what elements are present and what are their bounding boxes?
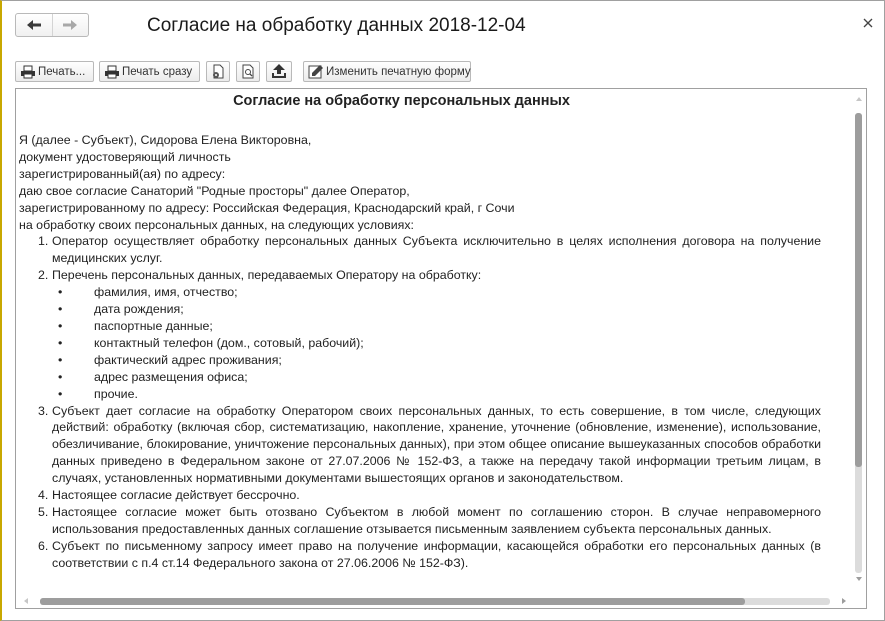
bullet-text: контактный телефон (дом., сотовый, рабочий); <box>94 335 364 350</box>
pencil-icon <box>308 64 324 79</box>
back-button[interactable] <box>16 14 52 36</box>
scroll-right-arrow-icon[interactable] <box>842 598 846 604</box>
clause-text: Оператор осуществляет обработку персональных данных Субъекта исключительно в целях исполнения договора на получение медицинских услуг. <box>52 234 821 266</box>
scroll-up-arrow-icon[interactable] <box>856 97 862 101</box>
clause-item <box>38 504 821 538</box>
clause-number: 5. <box>38 504 49 519</box>
document-content <box>16 89 842 584</box>
document-title: Согласие на обработку персональных данных <box>233 93 570 109</box>
scroll-down-arrow-icon[interactable] <box>856 577 862 581</box>
clause-item <box>38 487 821 504</box>
print-now-label: Печать сразу <box>122 65 193 78</box>
export-button[interactable] <box>266 61 292 82</box>
bullet-marker: • <box>58 285 63 300</box>
clause-item <box>38 403 821 488</box>
clause-number: 4. <box>38 488 49 503</box>
bullet-text: адрес размещения офиса; <box>94 369 248 384</box>
horizontal-scrollbar[interactable] <box>16 594 852 608</box>
window-title: Согласие на обработку данных 2018-12-04 <box>147 15 526 36</box>
arrow-left-icon <box>27 20 41 30</box>
intro-line: на обработку своих персональных данных, на следующих условиях: <box>19 217 414 232</box>
clause-number: 6. <box>38 538 49 553</box>
intro-line: даю свое согласие Санаторий "Родные просторы" далее Оператор, <box>19 183 410 198</box>
upload-icon <box>271 64 287 79</box>
close-icon[interactable] <box>862 17 874 29</box>
clauses-list <box>38 233 821 571</box>
bullet-text: фактический адрес проживания; <box>94 352 282 367</box>
document-viewer[interactable] <box>15 88 867 609</box>
clause-text: Настоящее согласие действует бессрочно. <box>52 488 300 503</box>
print-label: Печать... <box>38 65 86 78</box>
bullet-item <box>58 284 821 301</box>
bullet-text: прочие. <box>94 386 138 401</box>
clause-number: 1. <box>38 234 49 249</box>
bullet-item <box>58 318 821 335</box>
scroll-left-arrow-icon[interactable] <box>24 598 28 604</box>
print-button[interactable] <box>15 61 94 82</box>
printer-icon <box>20 65 36 79</box>
bullet-item <box>58 301 821 318</box>
bullet-text: паспортные данные; <box>94 318 213 333</box>
horizontal-scroll-thumb[interactable] <box>40 598 745 605</box>
clause-text: Субъект по письменному запросу имеет право на получение информации, касающейся обработки его персональных данных (в соответствии с п.4 ст.14 Федерального закона от 27.06.2006 № 152-ФЗ). <box>52 538 821 570</box>
intro-line: зарегистрированному по адресу: Российская Федерация, Краснодарский край, г Сочи <box>19 200 515 215</box>
document-magnifier-icon <box>240 64 256 79</box>
clause-number: 3. <box>38 403 49 418</box>
bullet-item <box>58 352 821 369</box>
bullet-marker: • <box>58 335 63 350</box>
document-gear-icon <box>210 64 226 79</box>
printer-icon <box>104 65 120 79</box>
intro-line: зарегистрированный(ая) по адресу: <box>19 166 226 181</box>
edit-print-form-button[interactable] <box>303 61 471 82</box>
personal-data-list <box>58 284 821 402</box>
document-intro <box>19 132 842 233</box>
bullet-item <box>58 386 821 403</box>
clause-text: Субъект дает согласие на обработку Оператором своих персональных данных, то есть совершение, в том числе, следующих действий: обработку (включая сбор, систематизацию, накопление, хранение, уточнение (обновление, изменение), использование, обезличивание, блокирование, уничтожение персональных данных), при этом общее описание вышеуказанных способов обработки данных приведено в Федеральном законе от 27.07.2006 № 152-ФЗ, а также на передачу такой информации третьим лицам, в случаях, установленных нормативными документами вышестоящих органов и законодательством. <box>52 403 821 486</box>
bullet-marker: • <box>58 386 63 401</box>
print-preview-button[interactable] <box>236 61 260 82</box>
arrow-right-icon <box>63 20 77 30</box>
bullet-item <box>58 335 821 352</box>
bullet-marker: • <box>58 352 63 367</box>
vertical-scroll-thumb[interactable] <box>855 113 862 467</box>
print-settings-button[interactable] <box>206 61 230 82</box>
bullet-text: фамилия, имя, отчество; <box>94 285 238 300</box>
bullet-marker: • <box>58 318 63 333</box>
navigation-buttons <box>15 13 89 37</box>
clause-text: Настоящее согласие может быть отозвано Субъектом в любой момент по соглашению сторон. В случае неправомерного использования предоставленных данных соглашение отзывается письменным заявлением субъекта персональных данных. <box>52 504 821 536</box>
edit-print-form-label: Изменить печатную форму <box>326 65 471 78</box>
intro-line: документ удостоверяющий личность <box>19 149 231 164</box>
bullet-text: дата рождения; <box>94 302 184 317</box>
forward-button[interactable] <box>52 14 89 36</box>
bullet-item <box>58 369 821 386</box>
clause-item <box>38 233 821 267</box>
bullet-marker: • <box>58 369 63 384</box>
intro-line: Я (далее - Субъект), Сидорова Елена Викторовна, <box>19 133 312 147</box>
clause-item <box>38 267 821 402</box>
bullet-marker: • <box>58 302 63 317</box>
vertical-scrollbar[interactable] <box>852 89 866 585</box>
clause-item <box>38 538 821 572</box>
clause-number: 2. <box>38 268 49 283</box>
clause-text: Перечень персональных данных, передаваемых Оператору на обработку: <box>52 268 482 283</box>
print-now-button[interactable] <box>99 61 200 82</box>
